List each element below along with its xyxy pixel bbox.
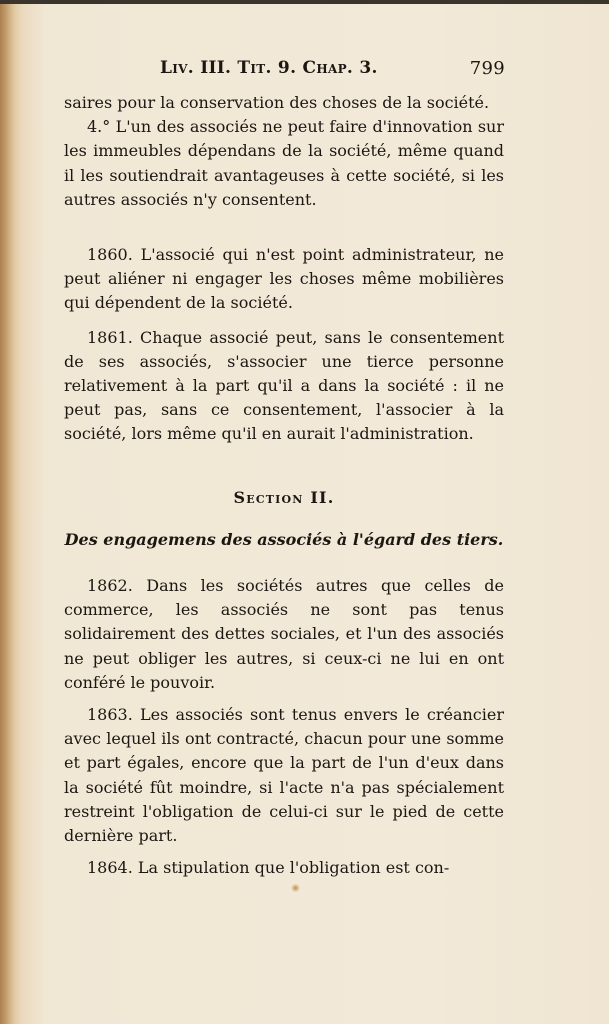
paragraph-continuation: saires pour la conservation des choses de la société.: [64, 93, 490, 112]
page-top-edge: [0, 0, 609, 4]
paragraph-article-1864: 1864. La stipulation que l'obligation est con-: [87, 858, 450, 878]
text-block-articles-1860-1861: [64, 243, 504, 447]
paragraph-article-1861: 1861. Chaque associé peut, sans le consentement de ses associés, s'associer une tierce personne relativement à la part qu'il a dans la société : il ne peut pas, sans ce consentement, l'associer à la société, lors même qu'il en aurait l'administration.: [64, 327, 504, 444]
running-title: Liv. III. Tit. 9. Chap. 3.: [160, 58, 378, 78]
text-block-articles-1862-1864: [64, 574, 504, 880]
paragraph-article-1860: 1860. L'associé qui n'est point administrateur, ne peut aliéner ni engager les choses même mobilières qui dépendent de la société.: [64, 245, 504, 313]
page-number: 799: [469, 58, 505, 79]
paragraph-article-1863: 1863. Les associés sont tenus envers le créancier avec lequel ils ont contracté, chacun pour une somme et part égales, encore que la part de l'un d'eux dans la société fût moindre, si l'acte n'a pas spécialement restreint l'obligation de celui-ci sur le pied de cette dernière part.: [64, 705, 504, 846]
binding-shadow: [0, 0, 14, 1024]
paragraph-article-1862: 1862. Dans les sociétés autres que celles de commerce, les associés ne sont pas tenus solidairement des dettes sociales, et l'un des associés ne peut obliger les autres, si ceux-ci ne lui en ont conféré le pouvoir.: [64, 576, 504, 692]
section-subheading: Des engagemens des associés à l'égard des tiers.: [64, 530, 504, 549]
running-header: [160, 58, 505, 86]
paper-stain: [291, 884, 300, 892]
paragraph-item-4: 4.° L'un des associés ne peut faire d'innovation sur les immeubles dépendans de la société, même quand il les soutiendrait avantageuses à cette société, si les autres associés n'y consentent.: [64, 117, 504, 209]
text-block-top: [64, 91, 504, 212]
section-heading: Section II.: [233, 488, 335, 507]
